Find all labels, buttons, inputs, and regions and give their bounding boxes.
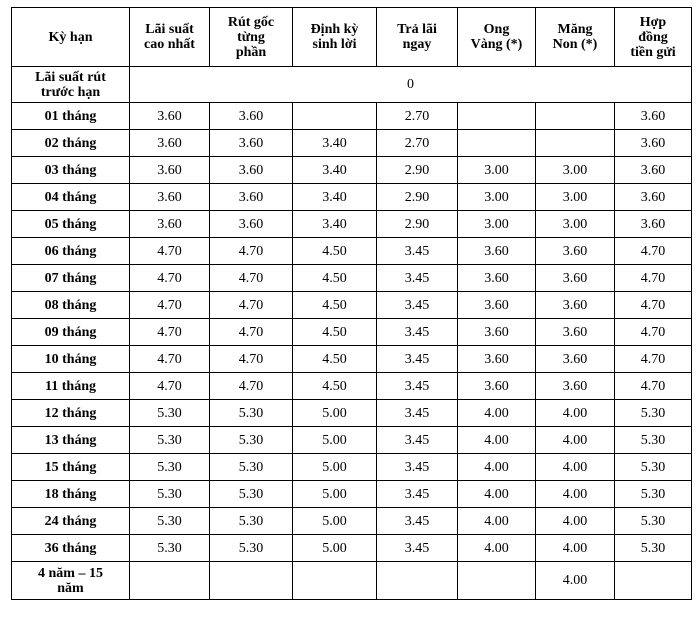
header-highest-rate: Lãi suất cao nhất (130, 8, 210, 67)
rate-cell: 3.00 (536, 157, 615, 184)
table-row (12, 508, 692, 535)
rate-cell: 4.70 (615, 346, 692, 373)
term-label: 24 tháng (12, 508, 130, 535)
rate-cell: 4.00 (536, 562, 615, 600)
rate-cell: 4.50 (293, 238, 377, 265)
rate-cell: 5.30 (615, 508, 692, 535)
rate-cell (458, 103, 536, 130)
rate-cell: 4.00 (536, 508, 615, 535)
rate-cell: 5.30 (130, 508, 210, 535)
rate-cell: 3.60 (458, 238, 536, 265)
rate-cell: 3.00 (536, 184, 615, 211)
rate-cell: 3.60 (536, 265, 615, 292)
rate-cell: 4.70 (210, 292, 293, 319)
table-row (12, 238, 692, 265)
rate-cell: 3.60 (615, 157, 692, 184)
rate-cell: 3.60 (130, 157, 210, 184)
rate-cell: 4.70 (210, 265, 293, 292)
rate-cell: 4.50 (293, 346, 377, 373)
table-row (12, 427, 692, 454)
rate-cell: 4.00 (458, 508, 536, 535)
rate-cell: 4.00 (536, 400, 615, 427)
rate-cell: 4.70 (130, 373, 210, 400)
rate-cell: 4.70 (130, 319, 210, 346)
rate-cell: 4.50 (293, 319, 377, 346)
rate-cell: 2.90 (377, 157, 458, 184)
rate-cell: 3.00 (458, 157, 536, 184)
rate-cell: 3.00 (458, 211, 536, 238)
table-row (12, 211, 692, 238)
term-label: 15 tháng (12, 454, 130, 481)
rate-cell: 3.60 (615, 130, 692, 157)
term-label: 10 tháng (12, 346, 130, 373)
rate-cell: 5.30 (210, 454, 293, 481)
rate-cell: 3.60 (458, 373, 536, 400)
rate-cell: 5.30 (130, 427, 210, 454)
rate-cell: 4.00 (458, 427, 536, 454)
rate-cell: 3.45 (377, 292, 458, 319)
rate-cell: 3.60 (536, 238, 615, 265)
term-label: 11 tháng (12, 373, 130, 400)
rate-cell: 4.70 (210, 319, 293, 346)
rate-cell: 3.45 (377, 238, 458, 265)
rate-cell: 3.60 (458, 346, 536, 373)
rate-cell: 3.60 (130, 184, 210, 211)
rate-cell: 4.70 (130, 292, 210, 319)
rate-cell: 5.30 (210, 481, 293, 508)
rate-cell: 4.70 (210, 373, 293, 400)
table-row (12, 130, 692, 157)
rate-cell: 4.50 (293, 265, 377, 292)
rate-cell (458, 562, 536, 600)
rate-cell (536, 103, 615, 130)
early-withdrawal-row (12, 67, 692, 103)
rate-cell: 4.00 (458, 535, 536, 562)
rate-cell: 5.00 (293, 427, 377, 454)
rate-cell: 5.00 (293, 535, 377, 562)
rate-cell: 3.40 (293, 157, 377, 184)
rate-cell: 3.60 (130, 130, 210, 157)
term-label: 03 tháng (12, 157, 130, 184)
rate-cell: 4.70 (130, 346, 210, 373)
rate-cell: 5.30 (615, 427, 692, 454)
rate-cell: 5.30 (130, 481, 210, 508)
rate-cell: 3.60 (536, 346, 615, 373)
rate-cell: 5.30 (210, 400, 293, 427)
rate-cell: 3.45 (377, 508, 458, 535)
header-periodic-profit: Định kỳ sinh lời (293, 8, 377, 67)
rate-cell: 3.40 (293, 184, 377, 211)
term-label: 12 tháng (12, 400, 130, 427)
rate-cell: 3.00 (536, 211, 615, 238)
rate-cell: 2.90 (377, 184, 458, 211)
rate-cell (130, 562, 210, 600)
rate-cell: 4.00 (458, 454, 536, 481)
rate-cell: 4.00 (536, 535, 615, 562)
rate-cell: 4.70 (210, 238, 293, 265)
rate-cell: 3.40 (293, 211, 377, 238)
table-row (12, 184, 692, 211)
rate-cell: 4.70 (615, 319, 692, 346)
long-term-row (12, 562, 692, 600)
rate-cell: 5.30 (130, 535, 210, 562)
rate-cell: 3.40 (293, 130, 377, 157)
long-term-label: 4 năm – 15 năm (12, 562, 130, 600)
rate-cell: 3.45 (377, 481, 458, 508)
rate-cell: 2.90 (377, 211, 458, 238)
rate-cell: 4.70 (615, 265, 692, 292)
rate-cell: 3.60 (536, 292, 615, 319)
term-label: 05 tháng (12, 211, 130, 238)
rate-cell: 3.60 (210, 184, 293, 211)
header-upfront-interest: Trả lãi ngay (377, 8, 458, 67)
rate-cell: 3.60 (458, 319, 536, 346)
table-row (12, 373, 692, 400)
rate-cell: 5.00 (293, 508, 377, 535)
rate-cell: 3.60 (210, 130, 293, 157)
table-row (12, 346, 692, 373)
rate-cell: 4.70 (130, 265, 210, 292)
rate-cell: 3.60 (130, 103, 210, 130)
table-row (12, 535, 692, 562)
interest-rate-table (11, 7, 692, 600)
term-label: 04 tháng (12, 184, 130, 211)
header-term: Kỳ hạn (12, 8, 130, 67)
rate-cell (377, 562, 458, 600)
rate-cell: 3.60 (210, 103, 293, 130)
rate-cell: 4.00 (536, 481, 615, 508)
rate-cell: 4.70 (615, 373, 692, 400)
rate-cell: 5.00 (293, 481, 377, 508)
rate-cell: 3.60 (615, 103, 692, 130)
rate-cell: 4.70 (615, 238, 692, 265)
rate-cell: 4.50 (293, 373, 377, 400)
rate-cell: 4.70 (210, 346, 293, 373)
rate-cell: 4.00 (536, 454, 615, 481)
rate-cell: 4.50 (293, 292, 377, 319)
table-row (12, 400, 692, 427)
rate-cell: 5.30 (615, 535, 692, 562)
table-row (12, 265, 692, 292)
header-partial-withdrawal: Rút gốc từng phần (210, 8, 293, 67)
rate-cell: 4.00 (536, 427, 615, 454)
rate-cell: 5.30 (615, 400, 692, 427)
rate-cell: 3.45 (377, 454, 458, 481)
term-label: 13 tháng (12, 427, 130, 454)
rate-cell: 4.70 (130, 238, 210, 265)
table-row (12, 454, 692, 481)
rate-cell: 3.60 (536, 373, 615, 400)
rate-cell: 5.30 (615, 481, 692, 508)
rate-cell: 3.60 (615, 211, 692, 238)
rate-cell: 3.45 (377, 319, 458, 346)
rate-cell: 3.45 (377, 373, 458, 400)
rate-cell: 3.60 (210, 157, 293, 184)
term-label: 01 tháng (12, 103, 130, 130)
rate-cell: 3.45 (377, 346, 458, 373)
rate-cell (293, 103, 377, 130)
rate-cell: 2.70 (377, 130, 458, 157)
rate-cell: 5.30 (130, 400, 210, 427)
header-mang-non: Măng Non (*) (536, 8, 615, 67)
rate-cell (293, 562, 377, 600)
term-label: 18 tháng (12, 481, 130, 508)
rate-cell: 3.60 (130, 211, 210, 238)
rate-cell: 5.00 (293, 400, 377, 427)
rate-cell: 3.00 (458, 184, 536, 211)
term-label: 06 tháng (12, 238, 130, 265)
rate-cell (458, 130, 536, 157)
term-label: 02 tháng (12, 130, 130, 157)
table-row (12, 481, 692, 508)
term-label: 07 tháng (12, 265, 130, 292)
early-withdrawal-label: Lãi suất rút trước hạn (12, 67, 130, 103)
rate-cell: 3.45 (377, 400, 458, 427)
rate-cell: 5.30 (615, 454, 692, 481)
rate-cell: 5.30 (210, 508, 293, 535)
rate-cell: 3.60 (458, 292, 536, 319)
rate-cell: 3.60 (615, 184, 692, 211)
rate-cell: 3.60 (458, 265, 536, 292)
table-row (12, 103, 692, 130)
term-label: 36 tháng (12, 535, 130, 562)
rate-cell: 3.45 (377, 427, 458, 454)
table-row (12, 319, 692, 346)
rate-cell: 5.30 (130, 454, 210, 481)
rate-cell: 3.45 (377, 265, 458, 292)
rate-cell (536, 130, 615, 157)
early-withdrawal-value: 0 (130, 67, 692, 103)
term-label: 09 tháng (12, 319, 130, 346)
rate-cell: 4.00 (458, 400, 536, 427)
rate-cell: 5.30 (210, 427, 293, 454)
rate-cell: 3.60 (210, 211, 293, 238)
rate-cell: 5.30 (210, 535, 293, 562)
header-deposit-contract: Hợp đồng tiền gửi (615, 8, 692, 67)
rate-cell: 4.70 (615, 292, 692, 319)
table-row (12, 157, 692, 184)
term-label: 08 tháng (12, 292, 130, 319)
table-row (12, 292, 692, 319)
header-row (12, 8, 692, 67)
rate-cell: 4.00 (458, 481, 536, 508)
rate-cell: 3.45 (377, 535, 458, 562)
rate-cell: 5.00 (293, 454, 377, 481)
rate-cell: 2.70 (377, 103, 458, 130)
rate-cell (210, 562, 293, 600)
rate-cell (615, 562, 692, 600)
rate-cell: 3.60 (536, 319, 615, 346)
header-ong-vang: Ong Vàng (*) (458, 8, 536, 67)
